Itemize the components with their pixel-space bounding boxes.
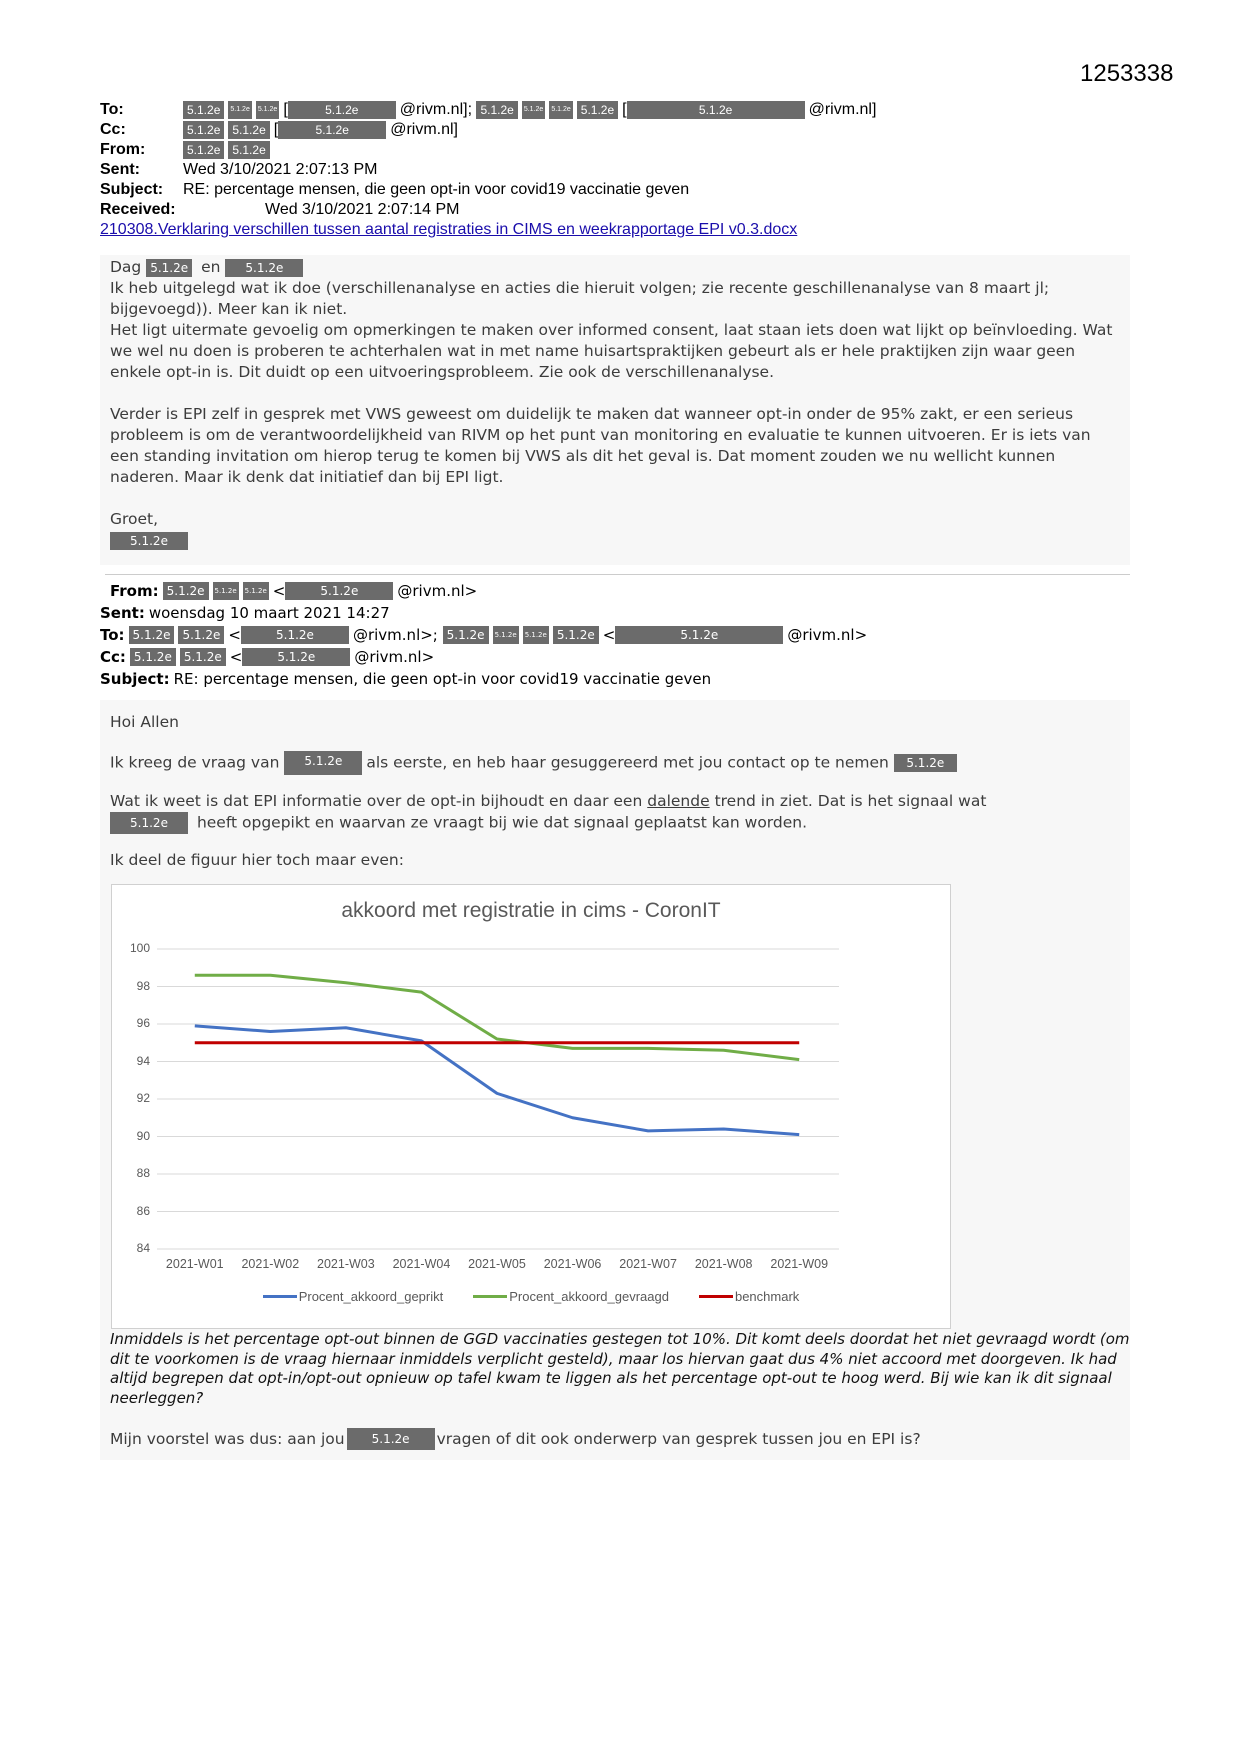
angle-bracket: < <box>228 626 241 644</box>
fwd-from-domain: @rivm.nl> <box>397 582 478 600</box>
chart-title: akkoord met registratie in cims - CoronIT <box>341 899 721 922</box>
p1-text-b: als eerste, en heb haar gesuggereerd met jou contact op te nemen <box>366 753 889 772</box>
y-tick-label: 90 <box>136 1128 150 1143</box>
greeting-en: en <box>201 258 221 276</box>
p1-text-a: Ik kreeg de vraag van <box>110 753 280 772</box>
legend-swatch-red <box>699 1295 733 1298</box>
email-header <box>100 100 876 240</box>
legend-item-geprikt <box>263 1289 444 1304</box>
redaction: 5.1.2e <box>443 626 489 644</box>
fwd-sent-value: woensdag 10 maart 2021 14:27 <box>148 604 390 622</box>
redaction: 5.1.2e <box>129 626 175 644</box>
legend-label: benchmark <box>734 1289 800 1304</box>
legend-swatch-green <box>473 1295 507 1298</box>
from-row <box>100 140 876 160</box>
divider <box>105 574 1130 575</box>
legend-label: Procent_akkoord_geprikt <box>298 1289 444 1304</box>
fwd-sent-row <box>100 602 867 624</box>
from-label: From: <box>100 141 146 158</box>
p2-text-b: trend in ziet. Dat is het signaal wat <box>714 792 987 810</box>
y-tick-label: 86 <box>136 1203 150 1218</box>
x-tick-label: 2021-W05 <box>468 1257 526 1271</box>
x-tick-label: 2021-W06 <box>543 1257 602 1271</box>
fwd-cc-label: Cc: <box>100 648 126 666</box>
to-domain-2: @rivm.nl] <box>808 101 877 118</box>
forwarded-header <box>100 580 867 690</box>
fwd-from-row <box>100 580 867 602</box>
fwd-to-row <box>100 624 867 646</box>
subject-label: Subject: <box>100 181 164 198</box>
attachment-row <box>100 220 876 240</box>
sent-row <box>100 160 876 180</box>
redaction: 5.1.2e <box>183 101 224 119</box>
cc-label: Cc: <box>100 121 126 138</box>
p2-text-a: Wat ik weet is dat EPI informatie over de opt-in bijhoudt en daar een <box>110 792 643 810</box>
redaction: 5.1.2e <box>178 626 224 644</box>
signature-redaction: 5.1.2e <box>110 532 188 550</box>
greeting <box>110 255 1120 278</box>
redaction: 5.1.2e <box>523 626 549 644</box>
y-tick-label: 92 <box>136 1091 150 1105</box>
series-line-procent_akkoord_gevraagd <box>195 975 799 1059</box>
fwd-to-domain-1: @rivm.nl>; <box>352 626 438 644</box>
redaction: 5.1.2e <box>183 121 224 139</box>
redaction: 5.1.2e <box>228 141 269 159</box>
italic-note: Inmiddels is het percentage opt-out binnen de GGD vaccinaties gestegen tot 10%. Dit komt deels doordat het niet gevraagd wordt (om dit te voorkomen is de vraag hiernaar inmiddels verplicht gesteld), maar los hiervan gaat dus 4% niet accoord met doorgeven. Ik had altijd begrepen dat opt-in/opt-out opnieuw op tafel kwam te liggen als het percentage opt-out te hoog werd. Bij wie kan ik dit signaal neerleggen? <box>110 1330 1130 1407</box>
redaction: 5.1.2e <box>615 626 783 644</box>
legend-swatch-blue <box>263 1295 297 1298</box>
document-id: 1253338 <box>1080 60 1174 87</box>
redaction: 5.1.2e <box>627 101 805 119</box>
x-tick-label: 2021-W01 <box>165 1257 224 1271</box>
angle-bracket: < <box>229 648 243 666</box>
redaction: 5.1.2e <box>228 101 251 119</box>
received-value: Wed 3/10/2021 2:07:14 PM <box>265 201 460 218</box>
original-paragraph-2 <box>110 791 1120 834</box>
legend-label: Procent_akkoord_gevraagd <box>509 1289 669 1304</box>
fwd-subject-value: RE: percentage mensen, die geen opt-in voor covid19 vaccinatie geven <box>173 670 712 688</box>
to-domain-1: @rivm.nl]; <box>399 101 473 118</box>
legend-item-benchmark <box>699 1289 799 1304</box>
redaction: 5.1.2e <box>243 582 269 600</box>
final-line <box>110 1428 921 1450</box>
fwd-cc-row <box>100 646 867 668</box>
redaction: 5.1.2e <box>146 259 192 277</box>
attachment-link[interactable]: 210308.Verklaring verschillen tussen aantal registraties in CIMS en weekrapportage EPI v0.3.docx <box>100 221 798 238</box>
fwd-to-domain-2: @rivm.nl> <box>787 626 868 644</box>
reply-paragraph-3: Verder is EPI zelf in gesprek met VWS geweest om duidelijk te maken dat wanneer opt-in onder de 95% zakt, er een serieus probleem is om de verantwoordelijkheid van RIVM op het punt van monitoring en evaluatie te kunnen uitvoeren. Er is iets van een standing invitation om hierop terug te komen bij VWS als dit het geval is. Dat moment zouden we nu wellicht kunnen naderen. Maar ik denk dat initiatief dan bij EPI ligt. <box>110 405 1091 486</box>
redaction: 5.1.2e <box>256 101 279 119</box>
redaction: 5.1.2e <box>213 582 239 600</box>
redaction: 5.1.2e <box>183 141 224 159</box>
fwd-from-label: From: <box>110 582 159 600</box>
fwd-to-label: To: <box>100 626 125 644</box>
y-tick-label: 98 <box>136 978 150 993</box>
closing: Groet, <box>110 510 159 528</box>
redaction: 5.1.2e <box>163 582 209 600</box>
sent-label: Sent: <box>100 161 140 178</box>
final-text-a: Mijn voorstel was dus: aan jou <box>110 1430 345 1448</box>
redaction: 5.1.2e <box>288 101 396 119</box>
redaction: 5.1.2e <box>522 101 545 119</box>
redaction: 5.1.2e <box>285 582 393 600</box>
cc-domain: @rivm.nl] <box>390 121 458 138</box>
received-label: Received: <box>100 201 176 218</box>
redaction: 5.1.2e <box>476 101 517 119</box>
redaction: 5.1.2e <box>180 648 226 666</box>
original-paragraph-1 <box>110 751 1120 775</box>
redaction: 5.1.2e <box>242 648 350 666</box>
original-greeting: Hoi Allen <box>110 713 179 731</box>
greeting-dag: Dag <box>110 258 142 276</box>
redaction: 5.1.2e <box>225 259 303 277</box>
p2-text-c: heeft opgepikt en waarvan ze vraagt bij wie dat signaal geplaatst kan worden. <box>196 813 808 832</box>
y-tick-label: 88 <box>136 1166 150 1180</box>
y-tick-label: 96 <box>136 1016 150 1030</box>
fwd-cc-domain: @rivm.nl> <box>354 648 435 666</box>
redaction: 5.1.2e <box>241 626 349 644</box>
underlined-word: dalende <box>647 792 710 810</box>
final-text-b: vragen of dit ook onderwerp van gesprek tussen jou en EPI is? <box>436 1430 921 1448</box>
cc-row: Cc: 5.1.2e 5.1.2e [ 5.1.2e @rivm.nl] <box>100 121 458 138</box>
subject-row <box>100 180 876 200</box>
received-row <box>100 200 876 220</box>
y-tick-label: 84 <box>136 1241 150 1255</box>
redaction: 5.1.2e <box>347 1428 435 1450</box>
redaction: 5.1.2e <box>553 626 599 644</box>
redaction: 5.1.2e <box>228 121 269 139</box>
to-label: To: <box>100 101 124 118</box>
reply-paragraph-2: Het ligt uitermate gevoelig om opmerkingen te maken over informed consent, laat staan iets doen wat lijkt op beïnvloeding. Wat we wel nu doen is proberen te achterhalen wat in met name huisartspraktijken gebeurt als er hele praktijken zijn waar geen enkele opt-in is. Dit duidt op een uitvoeringsprobleem. Zie ook de verschillenanalyse. <box>110 321 1113 381</box>
sent-value: Wed 3/10/2021 2:07:13 PM <box>183 161 378 178</box>
x-tick-label: 2021-W02 <box>241 1257 300 1271</box>
fwd-subject-row <box>100 668 867 690</box>
x-tick-label: 2021-W07 <box>619 1257 677 1271</box>
redaction: 5.1.2e <box>894 754 957 772</box>
redaction: 5.1.2e <box>493 626 519 644</box>
y-tick-label: 94 <box>136 1053 150 1068</box>
y-tick-label: 100 <box>129 941 150 955</box>
to-row: To: 5.1.2e 5.1.2e 5.1.2e [ 5.1.2e @rivm.nl]; 5.1.2e 5.1.2e 5.1.2e 5.1.2e [ 5.1.2e @rivm.nl] <box>100 101 877 118</box>
angle-bracket: < <box>272 582 286 600</box>
x-tick-label: 2021-W08 <box>694 1257 753 1271</box>
x-tick-label: 2021-W09 <box>770 1257 829 1271</box>
line-chart <box>111 884 951 1329</box>
redaction: 5.1.2e <box>110 812 188 834</box>
reply-paragraph-1: Ik heb uitgelegd wat ik doe (verschillenanalyse en acties die hieruit volgen; zie recente geschillenanalyse van 8 maart jl; bijgevoegd)). Meer kan ik niet. <box>110 279 1050 318</box>
x-tick-label: 2021-W03 <box>317 1257 375 1271</box>
angle-bracket: < <box>602 626 616 644</box>
redaction: 5.1.2e <box>577 101 618 119</box>
fwd-subject-label: Subject: <box>100 670 170 688</box>
redaction: 5.1.2e <box>284 751 362 775</box>
fwd-sent-label: Sent: <box>100 604 145 622</box>
chart-legend <box>112 1289 950 1304</box>
redaction: 5.1.2e <box>549 101 572 119</box>
subject-value: RE: percentage mensen, die geen opt-in voor covid19 vaccinatie geven <box>183 181 690 198</box>
legend-item-gevraagd <box>473 1289 669 1304</box>
redaction: 5.1.2e <box>278 121 386 139</box>
reply-body <box>100 255 1130 565</box>
redaction: 5.1.2e <box>130 648 176 666</box>
x-tick-label: 2021-W04 <box>392 1257 451 1271</box>
original-paragraph-3: Ik deel de figuur hier toch maar even: <box>110 851 404 869</box>
